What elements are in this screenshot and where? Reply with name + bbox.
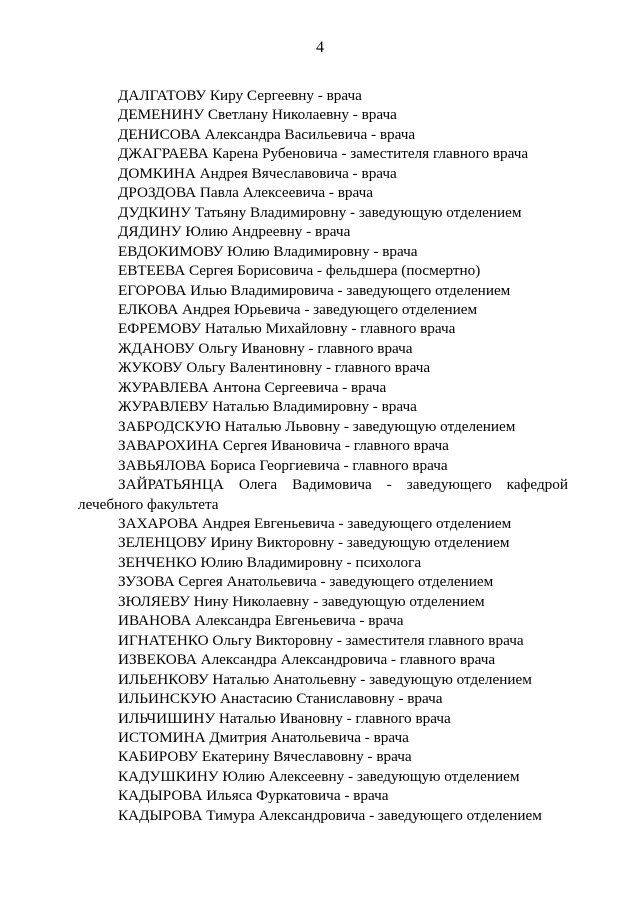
list-item: ЗЮЛЯЕВУ Нину Николаевну - заведующую отделением bbox=[118, 592, 485, 610]
list-item: КАДУШКИНУ Юлию Алексеевну - заведующую отделением bbox=[118, 767, 520, 785]
list-item: ИГНАТЕНКО Ольгу Викторовну - заместителя главного врача bbox=[118, 631, 524, 649]
list-item-line-1: ЗАЙРАТЬЯНЦА Олега Вадимовича - заведующего кафедрой bbox=[118, 476, 568, 494]
list-item: ДРОЗДОВА Павла Алексеевича - врача bbox=[118, 184, 374, 202]
list-item: КАДЫРОВА Тимура Александровича - заведующего отделением bbox=[118, 806, 542, 824]
list-item: ЗАБРОДСКУЮ Наталью Львовну - заведующую отделением bbox=[118, 417, 516, 435]
list-item: ИЛЬИНСКУЮ Анастасию Станиславовну - врача bbox=[118, 690, 443, 708]
list-item: ИВАНОВА Александра Евгеньевича - врача bbox=[118, 612, 404, 630]
list-item: ЗУЗОВА Сергея Анатольевича - заведующего отделением bbox=[118, 573, 494, 591]
list-item: ЗЕНЧЕНКО Юлию Владимировну - психолога bbox=[118, 553, 422, 571]
list-item: ЗАВЬЯЛОВА Бориса Георгиевича - главного врача bbox=[118, 456, 448, 474]
list-item: ИСТОМИНА Дмитрия Анатольевича - врача bbox=[118, 728, 409, 746]
list-item: КАБИРОВУ Екатерину Вячеславовну - врача bbox=[118, 748, 412, 766]
list-item: КАДЫРОВА Ильяса Фуркатовича - врача bbox=[118, 787, 389, 805]
list-item: ДЕМЕНИНУ Светлану Николаевну - врача bbox=[118, 106, 397, 124]
list-item: ДЕНИСОВА Александра Васильевича - врача bbox=[118, 125, 416, 143]
list-item: ЗАХАРОВА Андрея Евгеньевича - заведующего отделением bbox=[118, 514, 512, 532]
list-item: ЗАВАРОХИНА Сергея Ивановича - главного врача bbox=[118, 437, 449, 455]
list-item: ЕЛКОВА Андрея Юрьевича - заведующего отделением bbox=[118, 300, 478, 318]
list-item-wrapped bbox=[78, 475, 568, 514]
list-item: ЕВТЕЕВА Сергея Борисовича - фельдшера (посмертно) bbox=[118, 262, 481, 280]
list-item: ДАЛГАТОВУ Киру Сергеевну - врача bbox=[118, 87, 362, 104]
list-item: ИЗВЕКОВА Александра Александровича - главного врача bbox=[118, 651, 496, 669]
list-item: ДЖАГРАЕВА Карена Рубеновича - заместителя главного врача bbox=[118, 145, 529, 163]
list-item: ЕВДОКИМОВУ Юлию Владимировну - врача bbox=[118, 242, 418, 260]
list-item: ЕГОРОВА Илью Владимировича - заведующего отделением bbox=[118, 281, 511, 299]
list-item: ИЛЬЕНКОВУ Наталью Анатольевну - заведующую отделением bbox=[118, 670, 532, 688]
list-item: ДЯДИНУ Юлию Андреевну - врача bbox=[118, 223, 351, 241]
list-item: ДУДКИНУ Татьяну Владимировну - заведующую отделением bbox=[118, 203, 522, 221]
list-item: ИЛЬЧИШИНУ Наталью Ивановну - главного врача bbox=[118, 709, 451, 727]
list-item: ЖУКОВУ Ольгу Валентиновну - главного врача bbox=[118, 359, 431, 377]
awardee-list bbox=[78, 86, 568, 825]
list-item: ЗЕЛЕНЦОВУ Ирину Викторовну - заведующую отделением bbox=[118, 534, 510, 552]
page-number: 4 bbox=[316, 39, 324, 56]
list-item: ЖУРАВЛЕВА Антона Сергеевича - врача bbox=[118, 378, 387, 396]
list-item-line-2: лечебного факультета bbox=[78, 495, 219, 513]
list-item: ЖУРАВЛЕВУ Наталью Владимировну - врача bbox=[118, 398, 417, 416]
list-item: ДОМКИНА Андрея Вячеславовича - врача bbox=[118, 164, 397, 182]
list-item: ЕФРЕМОВУ Наталью Михайловну - главного врача bbox=[118, 320, 456, 338]
list-item: ЖДАНОВУ Ольгу Ивановну - главного врача bbox=[118, 339, 413, 357]
